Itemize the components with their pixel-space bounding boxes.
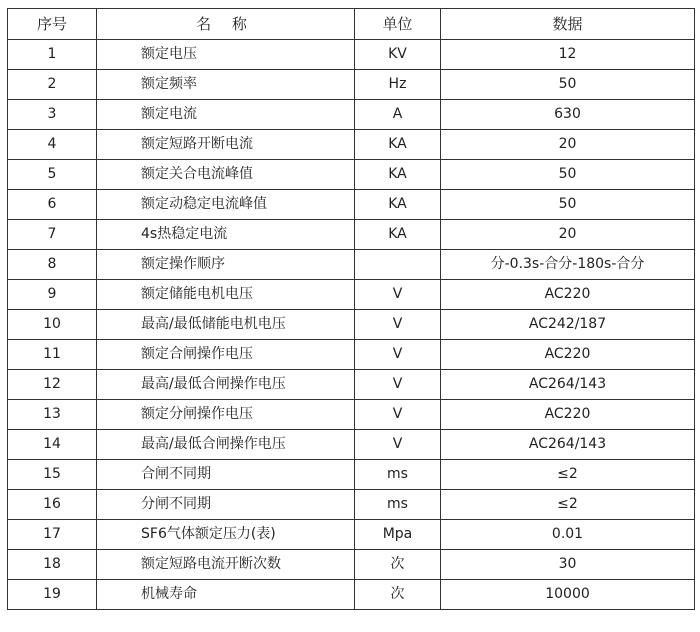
- table-row: [8, 430, 695, 460]
- row-value: 12: [441, 40, 695, 70]
- table-row: [8, 580, 695, 610]
- row-name: SF6气体额定压力(表): [97, 520, 355, 550]
- row-unit: ms: [355, 460, 441, 490]
- header-no: 序号: [8, 9, 97, 40]
- table-row: [8, 70, 695, 100]
- row-number: 18: [8, 550, 97, 580]
- header-unit: 单位: [355, 9, 441, 40]
- row-number: 13: [8, 400, 97, 430]
- row-value: 分-0.3s-合分-180s-合分: [441, 250, 695, 280]
- row-value: AC220: [441, 340, 695, 370]
- row-number: 14: [8, 430, 97, 460]
- table-row: [8, 130, 695, 160]
- row-unit: KA: [355, 190, 441, 220]
- row-number: 4: [8, 130, 97, 160]
- row-name: 额定短路开断电流: [97, 130, 355, 160]
- row-number: 3: [8, 100, 97, 130]
- row-name: 4s热稳定电流: [97, 220, 355, 250]
- row-value: AC220: [441, 280, 695, 310]
- row-unit: KV: [355, 40, 441, 70]
- table-row: [8, 100, 695, 130]
- row-value: ≤2: [441, 460, 695, 490]
- table-row: [8, 400, 695, 430]
- row-name: 额定操作顺序: [97, 250, 355, 280]
- row-name: 最高/最低合闸操作电压: [97, 370, 355, 400]
- table-row: [8, 250, 695, 280]
- header-value: 数据: [441, 9, 695, 40]
- row-unit: KA: [355, 220, 441, 250]
- row-name: 额定电压: [97, 40, 355, 70]
- row-number: 9: [8, 280, 97, 310]
- row-number: 15: [8, 460, 97, 490]
- row-unit: 次: [355, 550, 441, 580]
- row-name: 额定动稳定电流峰值: [97, 190, 355, 220]
- row-name: 最高/最低储能电机电压: [97, 310, 355, 340]
- row-name: 额定合闸操作电压: [97, 340, 355, 370]
- row-unit: V: [355, 400, 441, 430]
- row-name: 额定电流: [97, 100, 355, 130]
- row-value: AC242/187: [441, 310, 695, 340]
- row-number: 5: [8, 160, 97, 190]
- row-unit: V: [355, 280, 441, 310]
- row-unit: KA: [355, 160, 441, 190]
- row-value: 20: [441, 130, 695, 160]
- row-value: 50: [441, 160, 695, 190]
- table-row: [8, 550, 695, 580]
- row-unit: KA: [355, 130, 441, 160]
- table-row: [8, 490, 695, 520]
- row-number: 16: [8, 490, 97, 520]
- row-value: 0.01: [441, 520, 695, 550]
- row-number: 19: [8, 580, 97, 610]
- row-value: AC264/143: [441, 430, 695, 460]
- table-body: [8, 40, 695, 610]
- table-row: [8, 160, 695, 190]
- table-row: [8, 40, 695, 70]
- row-number: 10: [8, 310, 97, 340]
- row-value: 30: [441, 550, 695, 580]
- row-name: 额定储能电机电压: [97, 280, 355, 310]
- row-unit: V: [355, 370, 441, 400]
- row-name: 合闸不同期: [97, 460, 355, 490]
- table-row: [8, 310, 695, 340]
- table-row: [8, 340, 695, 370]
- row-number: 1: [8, 40, 97, 70]
- spec-table: [7, 8, 695, 610]
- row-name: 额定频率: [97, 70, 355, 100]
- row-name: 额定短路电流开断次数: [97, 550, 355, 580]
- row-name: 额定关合电流峰值: [97, 160, 355, 190]
- row-unit: V: [355, 430, 441, 460]
- table-row: [8, 280, 695, 310]
- row-number: 7: [8, 220, 97, 250]
- row-value: 10000: [441, 580, 695, 610]
- row-number: 8: [8, 250, 97, 280]
- row-name: 机械寿命: [97, 580, 355, 610]
- row-value: AC264/143: [441, 370, 695, 400]
- row-unit: Hz: [355, 70, 441, 100]
- row-value: 630: [441, 100, 695, 130]
- header-row: [8, 9, 695, 40]
- row-unit: A: [355, 100, 441, 130]
- row-number: 11: [8, 340, 97, 370]
- table-row: [8, 220, 695, 250]
- table-row: [8, 190, 695, 220]
- row-number: 2: [8, 70, 97, 100]
- row-unit: [355, 250, 441, 280]
- row-unit: V: [355, 310, 441, 340]
- row-unit: V: [355, 340, 441, 370]
- table-row: [8, 520, 695, 550]
- row-name: 分闸不同期: [97, 490, 355, 520]
- row-number: 6: [8, 190, 97, 220]
- row-value: 50: [441, 70, 695, 100]
- row-unit: Mpa: [355, 520, 441, 550]
- row-unit: 次: [355, 580, 441, 610]
- row-unit: ms: [355, 490, 441, 520]
- row-value: 50: [441, 190, 695, 220]
- row-name: 最高/最低合闸操作电压: [97, 430, 355, 460]
- table-row: [8, 370, 695, 400]
- table-row: [8, 460, 695, 490]
- header-name: 名 称: [97, 9, 355, 40]
- row-value: AC220: [441, 400, 695, 430]
- row-value: ≤2: [441, 490, 695, 520]
- row-value: 20: [441, 220, 695, 250]
- row-name: 额定分闸操作电压: [97, 400, 355, 430]
- row-number: 17: [8, 520, 97, 550]
- row-number: 12: [8, 370, 97, 400]
